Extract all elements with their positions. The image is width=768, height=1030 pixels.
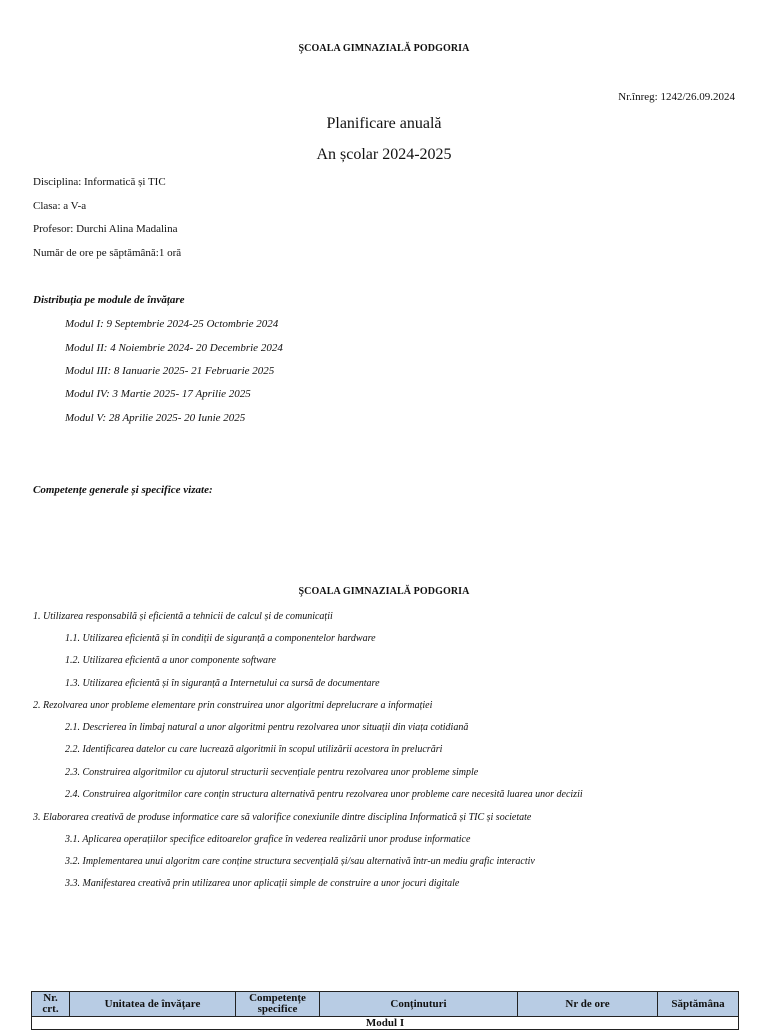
col-header-unit: Unitatea de învățare — [70, 992, 236, 1017]
col-header-nr: Nr. crt. — [32, 992, 70, 1017]
table-header-row — [32, 992, 739, 1017]
module-item: Modul V: 28 Aprilie 2025- 20 Iunie 2025 — [65, 412, 246, 424]
modules-heading: Distribuția pe module de învățare — [33, 294, 185, 306]
col-header-hours: Nr de ore — [518, 992, 658, 1017]
table-row — [32, 1017, 739, 1030]
class-line: Clasa: a V-a — [33, 200, 87, 212]
module-item: Modul I: 9 Septembrie 2024-25 Octombrie 2024 — [65, 318, 279, 330]
specific-competence: 2.3. Construirea algoritmilor cu ajutorul structurii secvențiale pentru rezolvarea unor probleme simple — [65, 767, 479, 778]
general-competence: 1. Utilizarea responsabilă și eficientă a tehnicii de calcul și de comunicații — [33, 611, 333, 622]
col-header-contents: Conținuturi — [320, 992, 518, 1017]
module-item: Modul III: 8 Ianuarie 2025- 21 Februarie 2025 — [65, 365, 275, 377]
module-item: Modul IV: 3 Martie 2025- 17 Aprilie 2025 — [65, 388, 251, 400]
specific-competence: 3.2. Implementarea unui algoritm care conține structura secvențială și/sau alternativă într-un mediu grafic interactiv — [65, 856, 535, 867]
specific-competence: 1.2. Utilizarea eficientă a unor componente software — [65, 655, 276, 666]
discipline-line: Disciplina: Informatică și TIC — [33, 176, 166, 188]
planning-table — [31, 991, 739, 1030]
specific-competence: 3.1. Aplicarea operațiilor specifice editoarelor grafice în vederea realizării unor produse informatice — [65, 834, 471, 845]
specific-competence: 3.3. Manifestarea creativă prin utilizarea unor aplicații simple de construire a unor jocuri digitale — [65, 878, 460, 889]
general-competence: 3. Elaborarea creativă de produse informatice care să valorifice conexiunile dintre disciplina Informatică și TIC și societate — [33, 812, 532, 823]
module-item: Modul II: 4 Noiembrie 2024- 20 Decembrie 2024 — [65, 342, 283, 354]
school-name-header: ŞCOALA GIMNAZIALĂ PODGORIA — [298, 43, 470, 54]
teacher-line: Profesor: Durchi Alina Madalina — [33, 223, 178, 235]
specific-competence: 2.4. Construirea algoritmilor care conțin structura alternativă pentru rezolvarea unor probleme care necesită luarea unor decizii — [65, 789, 583, 800]
document-title: Planificare anuală — [326, 115, 442, 132]
competences-heading: Competențe generale și specifice vizate: — [33, 484, 213, 496]
specific-competence: 2.1. Descrierea în limbaj natural a unor algoritmi pentru rezolvarea unor situații din viața cotidiană — [65, 722, 469, 733]
specific-competence: 1.1. Utilizarea eficientă și în condiții de siguranță a componentelor hardware — [65, 633, 376, 644]
registration-number: Nr.înreg: 1242/26.09.2024 — [618, 91, 735, 103]
module-row-label: Modul I — [32, 1017, 739, 1030]
specific-competence: 1.3. Utilizarea eficientă și în siguranță a Internetului ca sursă de documentare — [65, 678, 380, 689]
general-competence: 2. Rezolvarea unor probleme elementare prin construirea unor algoritmi deprelucrare a informației — [33, 700, 433, 711]
school-name-repeat: ŞCOALA GIMNAZIALĂ PODGORIA — [298, 586, 470, 597]
col-header-week: Săptămâna — [658, 992, 739, 1017]
school-year-title: An școlar 2024-2025 — [316, 146, 452, 163]
col-header-competences: Competențe specifice — [236, 992, 320, 1017]
specific-competence: 2.2. Identificarea datelor cu care lucrează algoritmii în scopul utilizării acestora în prelucrări — [65, 744, 443, 755]
hours-line: Număr de ore pe săptămână:1 oră — [33, 247, 182, 259]
